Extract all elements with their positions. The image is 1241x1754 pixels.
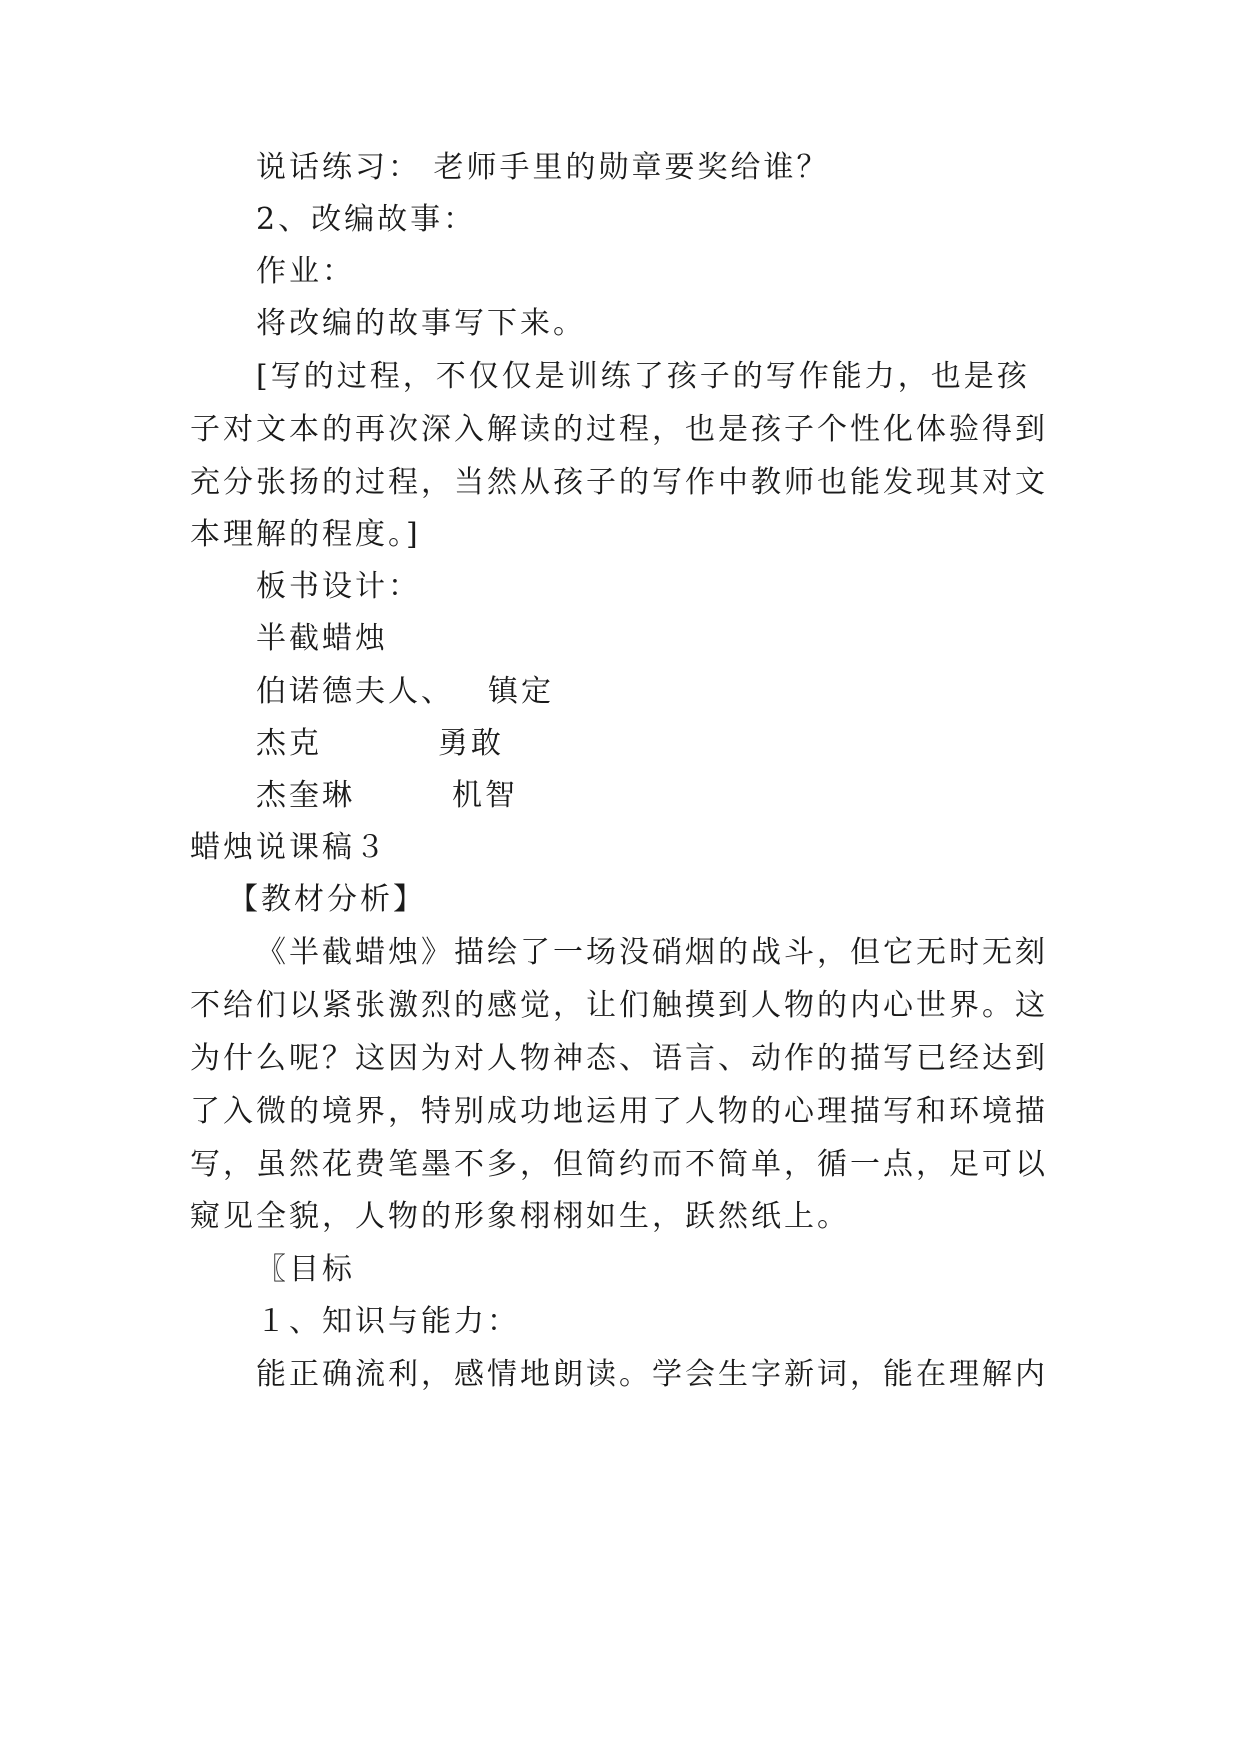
heading-material-analysis: 【教材分析】 — [228, 882, 426, 917]
paragraph-rewrite-story: 2、改编故事： — [256, 202, 477, 237]
paragraph-note-line: 子对文本的再次深入解读的过程，也是孩子个性化体验得到 — [190, 412, 1048, 447]
paragraph-analysis-line: 了入微的境界，特别成功地运用了人物的心理描写和环境描 — [190, 1094, 1048, 1129]
board-row — [256, 776, 1070, 816]
paragraph-analysis-line: 写，虽然花费笔墨不多，但简约而不简单，循一点，足可以 — [190, 1147, 1048, 1182]
board-row — [256, 724, 1070, 764]
paragraph-analysis-line: 不给们以紧张激烈的感觉，让们触摸到人物的内心世界。这 — [190, 988, 1048, 1023]
paragraph-speaking-practice: 说话练习： 老师手里的勋章要奖给谁？ — [256, 150, 830, 185]
paragraph-analysis-line: 窥见全貌，人物的形象栩栩如生，跃然纸上。 — [190, 1199, 850, 1234]
heading-knowledge-ability: １、知识与能力： — [256, 1304, 520, 1339]
paragraph-note-line: 充分张扬的过程，当然从孩子的写作中教师也能发现其对文 — [190, 465, 1048, 500]
board-row-name: 杰克 — [256, 726, 322, 761]
board-row-trait: 勇敢 — [438, 726, 504, 761]
heading-objectives: 〖目标 — [256, 1252, 355, 1287]
paragraph-analysis-line: 为什么呢？这因为对人物神态、语言、动作的描写已经达到 — [190, 1041, 1048, 1076]
paragraph-homework: 作业： — [256, 254, 355, 289]
board-row-name: 伯诺德夫人、 — [256, 674, 454, 709]
board-row-trait: 机智 — [452, 778, 518, 813]
board-row-name: 杰奎琳 — [256, 778, 355, 813]
paragraph-note-line: 本理解的程度。] — [190, 517, 421, 552]
paragraph-homework-detail: 将改编的故事写下来。 — [256, 306, 586, 341]
board-row-trait: 镇定 — [488, 674, 554, 709]
board-title: 半截蜡烛 — [256, 621, 388, 656]
board-row — [256, 672, 1070, 712]
heading-board-design: 板书设计： — [256, 569, 421, 604]
paragraph-note-line: [写的过程，不仅仅是训练了孩子的写作能力，也是孩 — [256, 359, 1030, 394]
paragraph-analysis-line: 《半截蜡烛》描绘了一场没硝烟的战斗，但它无时无刻 — [256, 935, 1048, 970]
section-title: 蜡烛说课稿３ — [190, 830, 388, 865]
paragraph-objective-line: 能正确流利，感情地朗读。学会生字新词，能在理解内 — [256, 1357, 1048, 1392]
